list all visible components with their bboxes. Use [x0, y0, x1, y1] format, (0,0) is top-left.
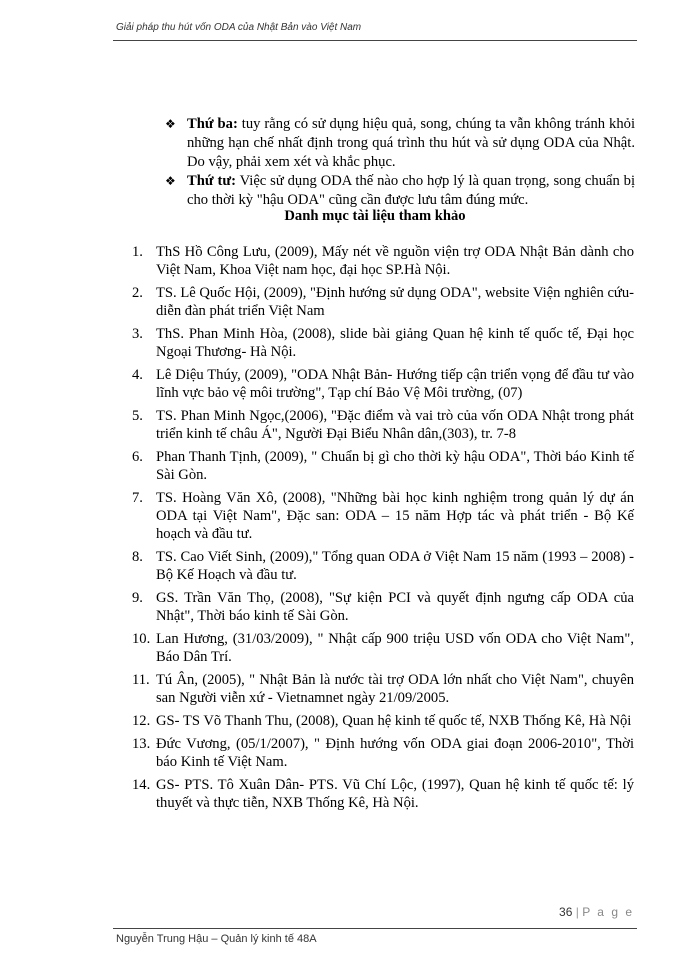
reference-text: TS. Lê Quốc Hội, (2009), "Định hướng sử dụng ODA", website Viện nghiên cứu- diễn đàn phát triển Việt Nam: [156, 285, 634, 319]
reference-number: 10.: [132, 631, 151, 647]
reference-text: Lan Hương, (31/03/2009), " Nhật cấp 900 triệu USD vốn ODA cho Việt Nam", Báo Dân Trí.: [156, 631, 634, 665]
bullet-text: Việc sử dụng ODA thế nào cho hợp lý là quan trọng, song chuẩn bị cho thời kỳ "hậu ODA" cũng cần được lưu tâm đúng mức.: [187, 173, 636, 208]
references-heading: [0, 208, 700, 225]
page-separator: |: [575, 905, 579, 919]
reference-number: 3.: [132, 326, 143, 342]
reference-text: Tú Ân, (2005), " Nhật Bản là nước tài trợ ODA lớn nhất cho Việt Nam", chuyên san Người viễn xứ - Vietnamnet ngày 21/09/2005.: [156, 672, 634, 706]
reference-number: 1.: [132, 244, 143, 260]
reference-item: [132, 735, 634, 771]
bullet-item-fourth: [165, 172, 635, 210]
reference-item: [132, 366, 634, 402]
reference-item: [132, 407, 634, 443]
reference-number: 7.: [132, 490, 143, 506]
reference-item: [132, 630, 634, 666]
page-number-value: 36: [559, 905, 573, 919]
reference-text: TS. Hoàng Văn Xô, (2008), "Những bài học kinh nghiệm trong quản lý dự án ODA tại Việt Nam", Đặc san: ODA – 15 năm Hợp tác và phát triển - Bộ Kế hoạch và đầu tư.: [156, 490, 634, 542]
header-divider: [113, 40, 637, 41]
reference-number: 14.: [132, 777, 151, 793]
bullet-list: [165, 115, 635, 210]
reference-text: GS- TS Võ Thanh Thu, (2008), Quan hệ kinh tế quốc tế, NXB Thống Kê, Hà Nội: [156, 713, 632, 729]
reference-number: 11.: [132, 672, 150, 688]
reference-text: TS. Phan Minh Ngọc,(2006), "Đặc điểm và vai trò của vốn ODA Nhật trong phát triển kinh tế châu Á", Người Đại Biểu Nhân dân,(303), tr. 7-8: [156, 408, 634, 442]
reference-item: [132, 284, 634, 320]
references-title: Danh mục tài liệu tham khảo: [284, 208, 466, 224]
reference-item: [132, 548, 634, 584]
reference-item: [132, 589, 634, 625]
bullet-item-third: [165, 115, 635, 172]
reference-text: GS. Trần Văn Thọ, (2008), "Sự kiện PCI và quyết định ngưng cấp ODA của Nhật", Thời báo kinh tế Sài Gòn.: [156, 590, 634, 624]
page-label: P a g e: [582, 905, 634, 919]
reference-text: ThS Hồ Công Lưu, (2009), Mấy nét về nguồn viện trợ ODA Nhật Bản dành cho Việt Nam, Khoa Việt nam học, đại học SP.Hà Nội.: [156, 244, 634, 278]
reference-item: [132, 448, 634, 484]
reference-item: [132, 243, 634, 279]
reference-text: ThS. Phan Minh Hòa, (2008), slide bài giảng Quan hệ kinh tế quốc tế, Đại học Ngoại Thương- Hà Nội.: [156, 326, 634, 360]
reference-number: 6.: [132, 449, 143, 465]
reference-number: 5.: [132, 408, 143, 424]
footer-divider: [113, 928, 637, 929]
reference-number: 9.: [132, 590, 143, 606]
reference-text: Phan Thanh Tịnh, (2009), " Chuẩn bị gì cho thời kỳ hậu ODA", Thời báo Kinh tế Sài Gòn.: [156, 449, 634, 483]
footer-author: Nguyễn Trung Hậu – Quản lý kinh tế 48A: [116, 933, 317, 945]
bullet-text: tuy rằng có sử dụng hiệu quả, song, chúng ta vẫn không tránh khỏi những hạn chế nhất định trong quá trình thu hút và sử dụng ODA của Nhật. Do vậy, phải xem xét và khắc phục.: [187, 116, 635, 170]
reference-text: Lê Diệu Thúy, (2009), "ODA Nhật Bản- Hướng tiếp cận triển vọng để đầu tư vào lĩnh vực bảo vệ môi trường", Tạp chí Bảo Vệ Môi trường, (07): [156, 367, 634, 401]
reference-item: [132, 671, 634, 707]
bullet-label: Thứ tư:: [187, 173, 236, 189]
reference-item: [132, 712, 634, 730]
reference-number: 8.: [132, 549, 143, 565]
page-number: [540, 905, 634, 919]
reference-number: 2.: [132, 285, 143, 301]
references-list: [132, 243, 634, 817]
reference-text: Đức Vương, (05/1/2007), " Định hướng vốn ODA giai đoạn 2006-2010", Thời báo Kinh tế Việt Nam.: [156, 736, 634, 770]
reference-number: 13.: [132, 736, 151, 752]
reference-text: GS- PTS. Tô Xuân Dân- PTS. Vũ Chí Lộc, (1997), Quan hệ kinh tế quốc tế: lý thuyết và thực tiễn, NXB Thống Kê, Hà Nội.: [156, 777, 634, 811]
running-header: Giải pháp thu hút vốn ODA của Nhật Bản vào Việt Nam: [116, 22, 362, 33]
diamond-bullet-icon: ❖: [165, 117, 176, 131]
reference-item: [132, 776, 634, 812]
diamond-bullet-icon: ❖: [165, 174, 176, 188]
reference-text: TS. Cao Viết Sinh, (2009)," Tổng quan ODA ở Việt Nam 15 năm (1993 – 2008) - Bộ Kế Hoạch và đầu tư.: [156, 549, 634, 583]
bullet-label: Thứ ba:: [187, 116, 238, 132]
reference-number: 12.: [132, 713, 151, 729]
reference-item: [132, 325, 634, 361]
reference-number: 4.: [132, 367, 143, 383]
reference-item: [132, 489, 634, 543]
